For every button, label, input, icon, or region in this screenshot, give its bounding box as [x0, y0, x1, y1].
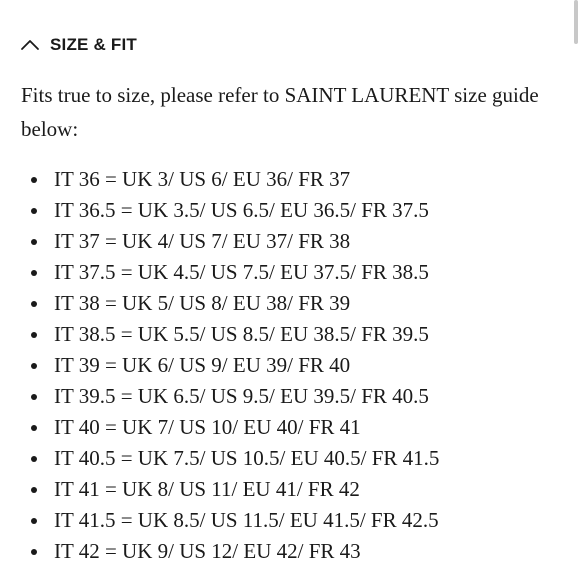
size-guide-item — [0, 474, 439, 505]
size-conversion-text: IT 40 = UK 7/ US 10/ EU 40/ FR 41 — [54, 415, 361, 439]
bullet-icon — [31, 332, 37, 338]
size-guide-item — [0, 443, 439, 474]
size-fit-accordion-toggle[interactable] — [20, 33, 137, 57]
size-guide-item — [0, 505, 439, 536]
size-conversion-text: IT 36 = UK 3/ US 6/ EU 36/ FR 37 — [54, 167, 351, 191]
scrollbar[interactable] — [574, 0, 578, 44]
bullet-icon — [31, 363, 37, 369]
bullet-icon — [31, 270, 37, 276]
bullet-icon — [31, 425, 37, 431]
bullet-icon — [31, 456, 37, 462]
size-conversion-text: IT 37.5 = UK 4.5/ US 7.5/ EU 37.5/ FR 38.5 — [54, 260, 429, 284]
size-guide-item — [0, 319, 439, 350]
size-conversion-text: IT 36.5 = UK 3.5/ US 6.5/ EU 36.5/ FR 37.5 — [54, 198, 429, 222]
size-conversion-text: IT 38 = UK 5/ US 8/ EU 38/ FR 39 — [54, 291, 351, 315]
chevron-up-icon — [20, 38, 40, 52]
bullet-icon — [31, 549, 37, 555]
size-conversion-text: IT 41 = UK 8/ US 11/ EU 41/ FR 42 — [54, 477, 360, 501]
size-conversion-text: IT 42 = UK 9/ US 12/ EU 42/ FR 43 — [54, 539, 361, 563]
size-guide-item — [0, 350, 439, 381]
size-fit-description: Fits true to size, please refer to SAINT LAURENT size guide below: — [21, 83, 539, 141]
section-title: SIZE & FIT — [50, 35, 137, 54]
bullet-icon — [31, 301, 37, 307]
bullet-icon — [31, 518, 37, 524]
bullet-icon — [31, 394, 37, 400]
size-conversion-text: IT 39.5 = UK 6.5/ US 9.5/ EU 39.5/ FR 40.5 — [54, 384, 429, 408]
bullet-icon — [31, 487, 37, 493]
bullet-icon — [31, 208, 37, 214]
size-guide-item — [0, 536, 439, 567]
size-guide-item — [0, 257, 439, 288]
size-guide-item — [0, 381, 439, 412]
size-conversion-text: IT 37 = UK 4/ US 7/ EU 37/ FR 38 — [54, 229, 351, 253]
size-guide-item — [0, 164, 439, 195]
size-guide-item — [0, 195, 439, 226]
size-conversion-text: IT 40.5 = UK 7.5/ US 10.5/ EU 40.5/ FR 41.5 — [54, 446, 440, 470]
size-conversion-text: IT 39 = UK 6/ US 9/ EU 39/ FR 40 — [54, 353, 351, 377]
bullet-icon — [31, 239, 37, 245]
size-conversion-text: IT 38.5 = UK 5.5/ US 8.5/ EU 38.5/ FR 39.5 — [54, 322, 429, 346]
bullet-icon — [31, 177, 37, 183]
size-guide-item — [0, 412, 439, 443]
size-guide-item — [0, 226, 439, 257]
size-guide-list — [0, 164, 439, 567]
size-guide-item — [0, 288, 439, 319]
size-conversion-text: IT 41.5 = UK 8.5/ US 11.5/ EU 41.5/ FR 42.5 — [54, 508, 439, 532]
